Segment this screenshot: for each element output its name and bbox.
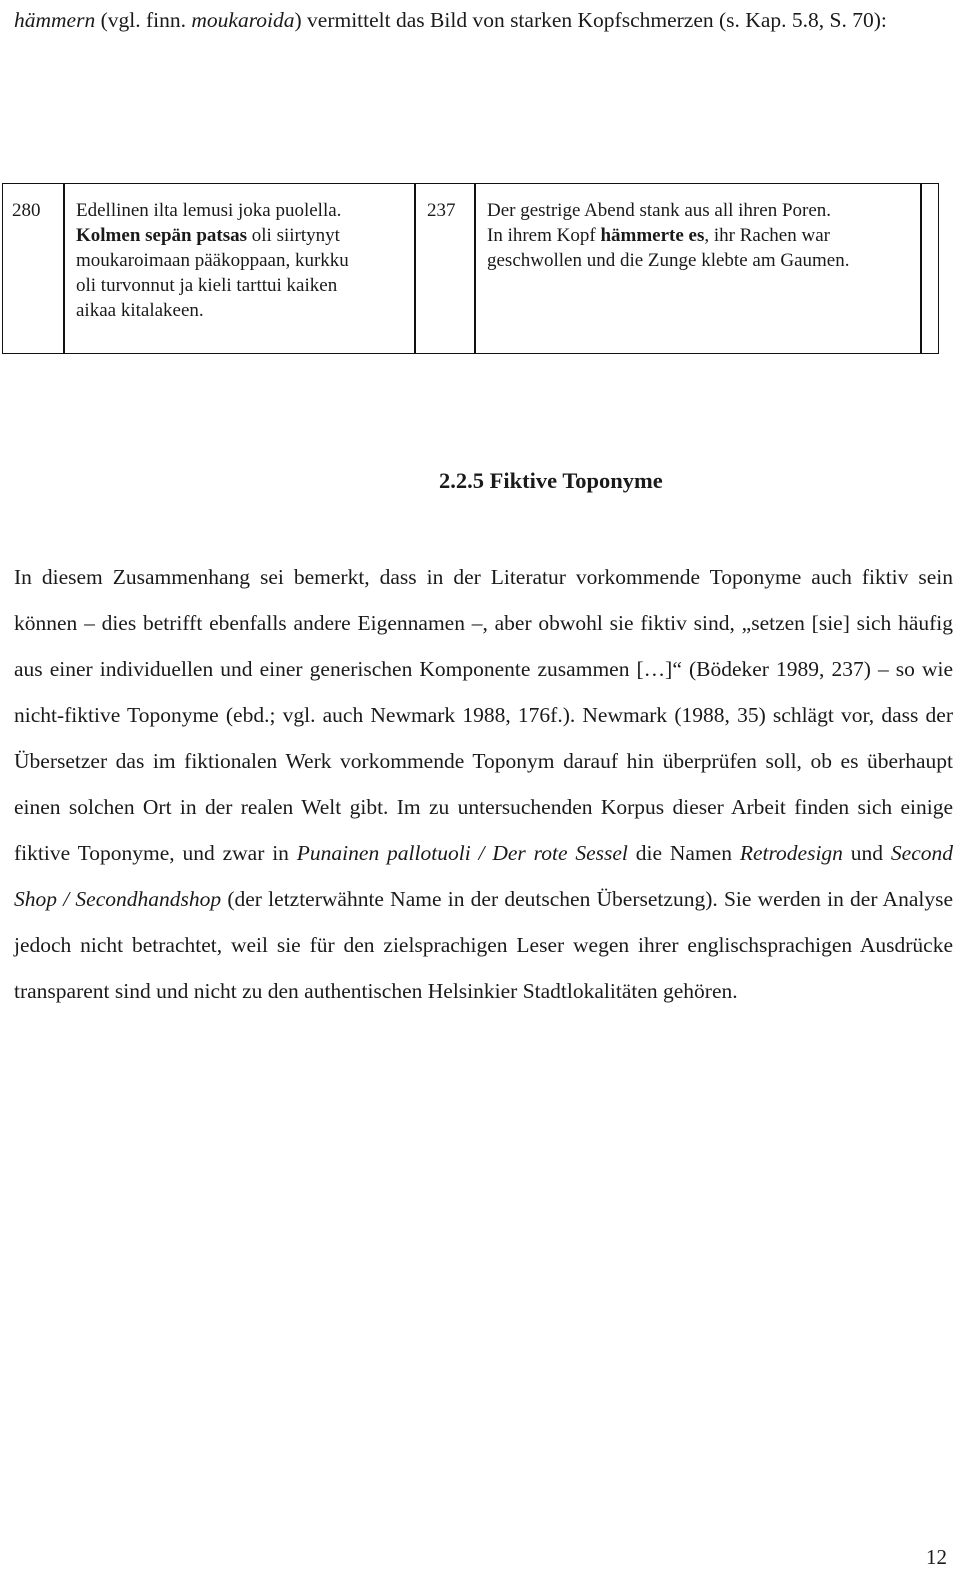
toponym-retrodesign: Retrodesign [739, 841, 843, 865]
german-bold-phrase: hämmerte es [600, 225, 705, 246]
intro-finnish-term: moukaroida [191, 8, 295, 32]
intro-text-b: ) vermittelt das Bild von starken Kopfschmerzen (s. Kap. 5.8, S. 70): [294, 8, 887, 32]
table-divider [63, 184, 65, 353]
finnish-line: oli turvonnut ja kieli tarttui kaiken [76, 275, 338, 296]
page-number: 12 [926, 1545, 947, 1569]
finnish-bold-phrase: Kolmen sepän patsas [76, 225, 248, 246]
finnish-line: aikaa kitalakeen. [76, 300, 204, 321]
section-heading: 2.2.5 Fiktive Toponyme [439, 468, 663, 493]
body-text-part: In diesem Zusammenhang sei bemerkt, dass in der Literatur vorkommende Toponyme auch fiktiv sein können – dies betrifft ebenfalls andere Eigennamen –, aber obwohl sie fiktiv sind, „setzen [sie] sich häufig aus einer individuellen und einer generischen Komponente zusammen […]“ (Bödeker 1989, 237) – so wie nicht-fiktive Toponyme (ebd.; vgl. auch Newmark 1988, 176f.). Newmark (1988, 35) schlägt vor, dass der Übersetzer das im fiktionalen Werk vorkommende Toponym darauf hin überprüfen soll, ob es überhaupt einen solchen Ort in der realen Welt gibt. Im zu untersuchenden Korpus dieser Arbeit finden sich einige fiktive Toponyme, und zwar in [14, 565, 953, 865]
intro-german-term: hämmern [14, 8, 96, 32]
german-quote [487, 198, 917, 273]
german-line: Der gestrige Abend stank aus all ihren Poren. [487, 200, 832, 221]
finnish-line: Edellinen ilta lemusi joka puolella. [76, 200, 342, 221]
toponym-second-shop: Second Shop / Secondhandshop [14, 841, 953, 911]
german-line-start: In ihrem Kopf [487, 225, 601, 246]
table-divider [474, 184, 476, 353]
intro-paragraph [14, 0, 944, 41]
body-text-part: und [842, 841, 891, 865]
finnish-line [76, 223, 406, 248]
book-title: Punainen pallotuoli / Der rote Sessel [296, 841, 628, 865]
table-divider [414, 184, 416, 353]
german-line [487, 223, 917, 248]
table-divider [920, 184, 922, 353]
finnish-page-number: 280 [12, 200, 41, 221]
example-table [2, 183, 939, 354]
german-line-rest: , ihr Rachen war [704, 225, 830, 246]
intro-text-a: (vgl. finn. [95, 8, 192, 32]
body-text-part: die Namen [627, 841, 740, 865]
body-paragraph [14, 554, 953, 1014]
german-line: geschwollen und die Zunge klebte am Gaumen. [487, 250, 850, 271]
finnish-line: moukaroimaan pääkoppaan, kurkku [76, 250, 349, 271]
finnish-line-rest: oli siirtynyt [247, 225, 340, 246]
finnish-quote [76, 198, 406, 323]
body-text-part: (der letzterwähnte Name in der deutschen Übersetzung). Sie werden in der Analyse jedoch nicht betrachtet, weil sie für den zielsprachigen Leser wegen ihrer englischsprachigen Ausdrücke transparent sind und nicht zu den authentischen Helsinkier Stadtlokalitäten gehören. [14, 887, 953, 1003]
german-page-number: 237 [427, 200, 456, 221]
